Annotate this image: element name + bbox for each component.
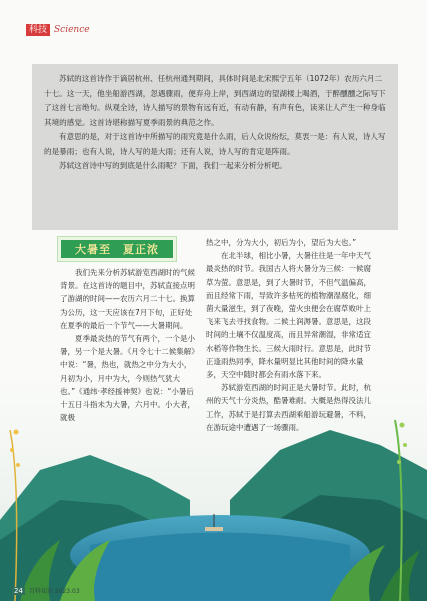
journal-name: 百科知识 2023.03 [28,588,80,595]
body-paragraph: 我们先来分析苏轼游览西湖时的气候背景。在这首诗的题目中，苏轼直接点明了游湖的时间——农历六月二十七。换算为公历，这一天应该在7月下旬，正好处在夏季的最后一个节气——大暑期间。 [60,268,195,330]
intro-paragraph: 苏轼的这首诗作于谪居杭州、任杭州通判期间，具体时间是北宋熙宁五年（1072年）农历六月二十七。这一天，他坐船游西湖，忽遇骤雨，便弃舟上岸，到西湖边的望湖楼上喝酒，于醉醺醺之际写下了这首七言绝句。纵观全诗，诗人描写的景物有远有近，有动有静，有声有色，读来让人产生一种身临其境的感觉。这首诗堪称描写夏季雨景的典范之作。 [44,74,386,127]
section-tag: 科技 [26,24,50,36]
left-column [60,266,196,424]
body-paragraph: 在北半球，相比小暑，大暑往往是一年中天气最炎热的时节。我国古人将大暑分为三候：一候腐草为萤。意思是，到了大暑时节，不但气温偏高，而且经常下雨，导致许多枯死的植物潮湿腐化，细菌大量滋生，到了夜晚，萤火虫便会在腐草败叶上飞来飞去寻找食物。二候土润溽暑。意思是，这段时间的土壤不仅温度高，而且异常潮湿，非常适宜水稻等作物生长。三候大雨时行。意思是，此时节正逢雨热同季，降水量明显比其他时间的降水量多，天空中随时都会有雨水落下来。 [206,251,371,380]
right-column [206,236,372,434]
intro-paragraph: 苏轼这首诗中写的到底是什么雨呢？下面，我们一起来分析分析吧。 [59,161,287,170]
body-paragraph: 夏季最炎热的节气有两个，一个是小暑，另一个是大暑。《月令七十二候集解》中说：“暑，热也，就热之中分为大小，月初为小，月中为大，今则热气犹大也。”《通纬·孝经援神契》也说：“小暑后十五日斗指未为大暑，六月中。小大者，就极 [60,334,195,423]
section-header [26,24,90,36]
section-name: Science [54,25,90,35]
body-paragraph: 热之中，分为大小，初后为小，望后为大也。” [206,238,357,247]
section-title: 大暑至 夏正浓 [61,240,173,258]
intro-paragraph: 有意思的是，对于这首诗中所描写的雨究竟是什么雨，后人众说纷纭，莫衷一是：有人说，诗人写的是暴雨；也有人说，诗人写的是大雨；还有人说，诗人写的肯定是阵雨。 [44,132,386,156]
body-paragraph: 苏轼游览西湖的时间正是大暑时节。此时，杭州的天气十分炎热，酷暑难耐。大概是热得没法儿工作，苏轼于是打算去西湖乘船游玩避暑，不料，在游玩途中遭遇了一场骤雨。 [206,383,371,432]
page-footer [12,586,80,595]
section-title-box [57,236,177,262]
page-number: 24 [14,586,23,595]
intro-box [32,64,398,230]
